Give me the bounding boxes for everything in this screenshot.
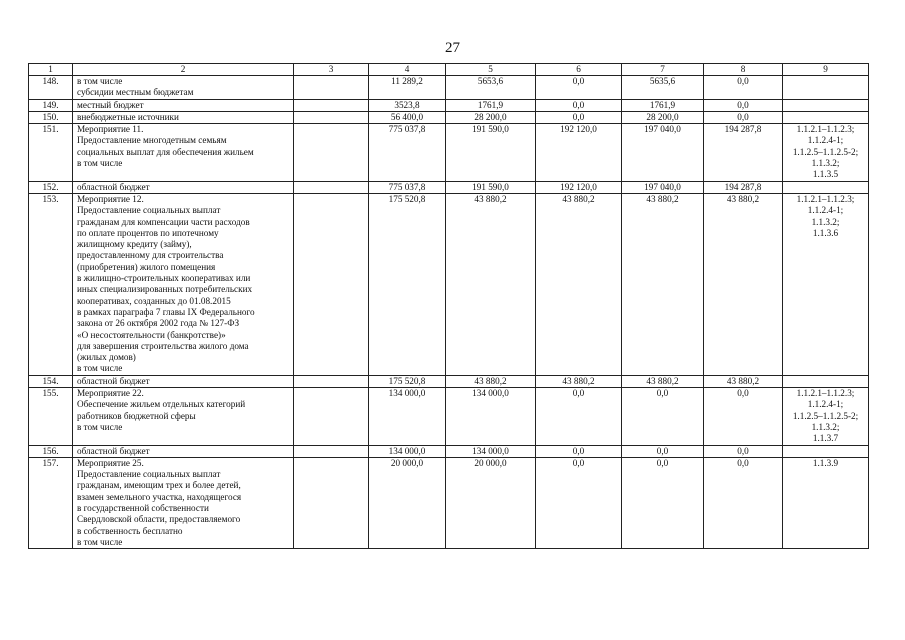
description-line: Свердловской области, предоставляемого <box>77 514 241 525</box>
amount-cell: 0,0 <box>622 388 704 445</box>
description-line: социальных выплат для обеспечения жильем <box>77 146 254 157</box>
description-line: Мероприятие 22. <box>77 388 144 399</box>
target-indicators <box>783 76 869 100</box>
description-line: Предоставление социальных выплат <box>77 469 221 480</box>
description-line: в жилищно-строительных кооперативах или <box>77 273 251 284</box>
row-description <box>73 457 294 548</box>
amount-cell: 3523,8 <box>369 99 446 111</box>
amount-cell: 192 120,0 <box>536 181 622 193</box>
column-header-9: 9 <box>783 64 869 76</box>
description-line: гражданам для компенсации части расходов <box>77 216 250 227</box>
row-description <box>73 193 294 375</box>
amount-cell: 194 287,8 <box>704 124 783 181</box>
description-line: предоставленному для строительства <box>77 250 224 261</box>
column-header-1: 1 <box>29 64 73 76</box>
column-header-2: 2 <box>73 64 294 76</box>
description-line: по оплате процентов по ипотечному <box>77 227 219 238</box>
description-line: закона от 26 октября 2002 года № 127-ФЗ <box>77 318 240 329</box>
amount-cell: 20 000,0 <box>369 457 446 548</box>
description-line: иных специализированных потребительских <box>77 284 253 295</box>
amount-cell: 0,0 <box>704 76 783 100</box>
amount-cell: 192 120,0 <box>536 124 622 181</box>
target-indicators <box>783 375 869 387</box>
description-line: взамен земельного участка, находящегося <box>77 491 242 502</box>
amount-cell: 56 400,0 <box>369 111 446 123</box>
description-line: для завершения строительства жилого дома <box>77 340 249 351</box>
target-indicators <box>783 99 869 111</box>
target-code: 1.1.2.5–1.1.2.5-2; <box>792 146 859 157</box>
page-number: 27 <box>445 40 460 56</box>
amount-cell: 43 880,2 <box>446 375 536 387</box>
amount-cell: 197 040,0 <box>622 124 704 181</box>
description-line: субсидии местным бюджетам <box>77 87 194 98</box>
amount-cell: 43 880,2 <box>622 375 704 387</box>
table-row <box>29 99 869 111</box>
row-number: 153. <box>29 193 73 375</box>
table-body <box>29 64 869 549</box>
description-line: Предоставление многодетным семьям <box>77 135 227 146</box>
column-3-cell <box>294 193 369 375</box>
column-3-cell <box>294 375 369 387</box>
target-indicators <box>783 193 869 375</box>
description-line: в собственность бесплатно <box>77 525 183 536</box>
table-row <box>29 375 869 387</box>
column-3-cell <box>294 99 369 111</box>
amount-cell: 191 590,0 <box>446 124 536 181</box>
table-row <box>29 457 869 548</box>
target-code: 1.1.2.4-1; <box>807 205 844 216</box>
amount-cell: 11 289,2 <box>369 76 446 100</box>
table-row <box>29 76 869 100</box>
target-indicators <box>783 111 869 123</box>
column-header-8: 8 <box>704 64 783 76</box>
amount-cell: 134 000,0 <box>369 445 446 457</box>
description-line: Мероприятие 12. <box>77 193 144 204</box>
description-line: (приобретения) жилого помещения <box>77 261 216 272</box>
column-header-6: 6 <box>536 64 622 76</box>
target-indicators <box>783 124 869 181</box>
row-description <box>73 76 294 100</box>
description-line: в том числе <box>77 363 123 374</box>
amount-cell: 194 287,8 <box>704 181 783 193</box>
amount-cell: 0,0 <box>704 111 783 123</box>
table-row <box>29 181 869 193</box>
description-line: (жилых домов) <box>77 352 136 363</box>
description-line: Предоставление социальных выплат <box>77 205 221 216</box>
amount-cell: 775 037,8 <box>369 124 446 181</box>
row-description <box>73 181 294 193</box>
amount-cell: 175 520,8 <box>369 193 446 375</box>
amount-cell: 0,0 <box>704 388 783 445</box>
amount-cell: 0,0 <box>622 445 704 457</box>
description-line: областной бюджет <box>77 445 150 456</box>
amount-cell: 0,0 <box>536 388 622 445</box>
description-line: местный бюджет <box>77 99 144 110</box>
budget-table <box>28 63 869 549</box>
amount-cell: 0,0 <box>536 457 622 548</box>
column-3-cell <box>294 445 369 457</box>
row-description <box>73 111 294 123</box>
row-number: 157. <box>29 457 73 548</box>
description-line: «О несостоятельности (банкротстве)» <box>77 329 226 340</box>
column-3-cell <box>294 76 369 100</box>
amount-cell: 0,0 <box>622 457 704 548</box>
amount-cell: 0,0 <box>536 76 622 100</box>
row-number: 149. <box>29 99 73 111</box>
amount-cell: 5635,6 <box>622 76 704 100</box>
target-code: 1.1.2.1–1.1.2.3; <box>796 124 855 135</box>
amount-cell: 43 880,2 <box>704 375 783 387</box>
column-header-7: 7 <box>622 64 704 76</box>
column-header-5: 5 <box>446 64 536 76</box>
table-row <box>29 111 869 123</box>
target-code: 1.1.3.2; <box>811 421 840 432</box>
amount-cell: 0,0 <box>536 111 622 123</box>
amount-cell: 43 880,2 <box>536 193 622 375</box>
amount-cell: 43 880,2 <box>446 193 536 375</box>
row-description <box>73 99 294 111</box>
description-line: Обеспечение жильем отдельных категорий <box>77 399 246 410</box>
amount-cell: 28 200,0 <box>446 111 536 123</box>
row-number: 156. <box>29 445 73 457</box>
table-row <box>29 388 869 445</box>
row-description <box>73 124 294 181</box>
amount-cell: 0,0 <box>536 445 622 457</box>
target-code: 1.1.3.2; <box>811 216 840 227</box>
amount-cell: 1761,9 <box>446 99 536 111</box>
description-line: областной бюджет <box>77 181 150 192</box>
column-header-4: 4 <box>369 64 446 76</box>
table-row <box>29 124 869 181</box>
column-3-cell <box>294 124 369 181</box>
row-number: 155. <box>29 388 73 445</box>
description-line: в государственной собственности <box>77 502 209 513</box>
description-line: в том числе <box>77 158 123 169</box>
column-3-cell <box>294 181 369 193</box>
target-code: 1.1.3.6 <box>812 227 839 238</box>
description-line: Мероприятие 11. <box>77 124 144 135</box>
description-line: внебюджетные источники <box>77 111 179 122</box>
header-row <box>29 64 869 76</box>
description-line: работников бюджетной сферы <box>77 410 196 421</box>
amount-cell: 43 880,2 <box>536 375 622 387</box>
amount-cell: 43 880,2 <box>704 193 783 375</box>
row-description <box>73 445 294 457</box>
description-line: жилищному кредиту (займу), <box>77 239 192 250</box>
target-code: 1.1.2.1–1.1.2.3; <box>796 388 855 399</box>
amount-cell: 197 040,0 <box>622 181 704 193</box>
amount-cell: 5653,6 <box>446 76 536 100</box>
table-row <box>29 445 869 457</box>
row-number: 148. <box>29 76 73 100</box>
amount-cell: 175 520,8 <box>369 375 446 387</box>
row-number: 150. <box>29 111 73 123</box>
amount-cell: 0,0 <box>704 457 783 548</box>
column-3-cell <box>294 388 369 445</box>
target-code: 1.1.3.9 <box>812 457 839 468</box>
amount-cell: 43 880,2 <box>622 193 704 375</box>
amount-cell: 775 037,8 <box>369 181 446 193</box>
description-line: в рамках параграфа 7 главы IX Федерального <box>77 306 255 317</box>
target-indicators <box>783 457 869 548</box>
column-3-cell <box>294 111 369 123</box>
row-number: 151. <box>29 124 73 181</box>
description-line: гражданам, имеющим трех и более детей, <box>77 480 241 491</box>
target-indicators <box>783 181 869 193</box>
amount-cell: 28 200,0 <box>622 111 704 123</box>
description-line: в том числе <box>77 76 123 86</box>
description-line: Мероприятие 25. <box>77 457 144 468</box>
column-3-cell <box>294 457 369 548</box>
amount-cell: 20 000,0 <box>446 457 536 548</box>
target-code: 1.1.2.4-1; <box>807 399 844 410</box>
table-row <box>29 193 869 375</box>
amount-cell: 0,0 <box>704 445 783 457</box>
amount-cell: 191 590,0 <box>446 181 536 193</box>
target-code: 1.1.2.5–1.1.2.5-2; <box>792 410 859 421</box>
amount-cell: 0,0 <box>536 99 622 111</box>
description-line: областной бюджет <box>77 375 150 386</box>
target-indicators <box>783 388 869 445</box>
amount-cell: 134 000,0 <box>446 388 536 445</box>
description-line: в том числе <box>77 536 123 547</box>
column-header-3: 3 <box>294 64 369 76</box>
row-number: 152. <box>29 181 73 193</box>
row-description <box>73 375 294 387</box>
row-number: 154. <box>29 375 73 387</box>
target-code: 1.1.2.1–1.1.2.3; <box>796 193 855 204</box>
amount-cell: 134 000,0 <box>446 445 536 457</box>
target-code: 1.1.3.2; <box>811 158 840 169</box>
target-code: 1.1.3.7 <box>812 433 839 444</box>
description-line: в том числе <box>77 421 123 432</box>
amount-cell: 1761,9 <box>622 99 704 111</box>
amount-cell: 134 000,0 <box>369 388 446 445</box>
target-code: 1.1.2.4-1; <box>807 135 844 146</box>
description-line: кооперативах, созданных до 01.08.2015 <box>77 295 231 306</box>
target-code: 1.1.3.5 <box>812 169 839 180</box>
target-indicators <box>783 445 869 457</box>
row-description <box>73 388 294 445</box>
amount-cell: 0,0 <box>704 99 783 111</box>
